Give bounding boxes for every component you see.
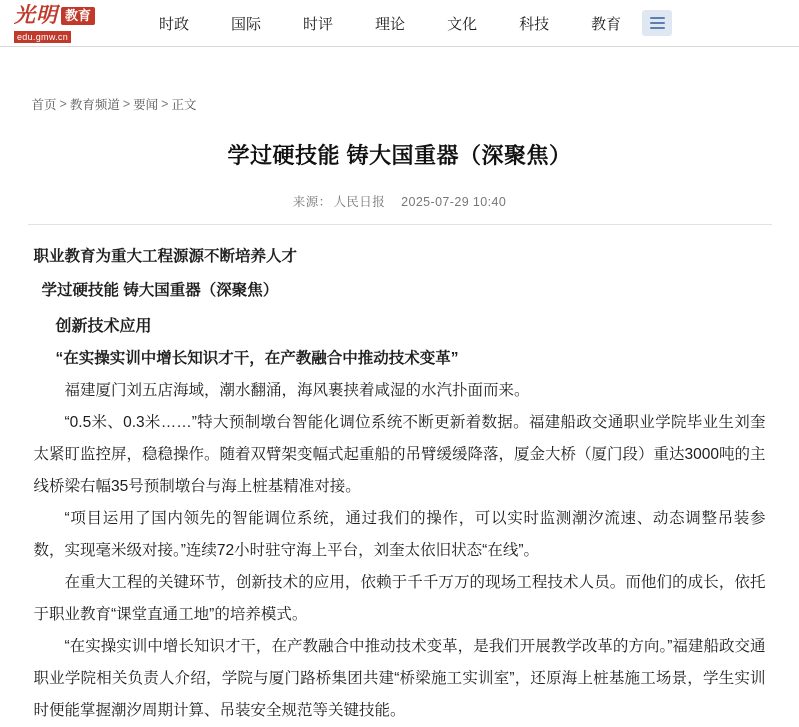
header-divider [28,224,772,225]
source-name: 人民日报 [333,195,386,209]
hamburger-menu-icon[interactable] [642,10,672,36]
nav-item-guoji[interactable]: 国际 [231,15,262,33]
nav-item-wenhua[interactable]: 文化 [447,15,478,33]
nav-item-lilun[interactable]: 理论 [375,15,406,33]
breadcrumb [28,95,772,113]
breadcrumb-separator: > [122,97,131,111]
article-body [28,241,772,727]
main-nav [138,9,642,38]
logo-site-url: edu.gmw.cn [14,31,71,43]
article-paragraph: 福建厦门刘五店海域，潮水翻涌，海风裹挟着咸湿的水汽扑面而来。 [64,382,530,399]
logo-row [14,4,110,28]
nav-item-shizheng[interactable]: 时政 [159,15,190,33]
breadcrumb-separator: > [161,97,169,111]
nav-item-jiaoyu[interactable]: 教育 [591,15,622,33]
breadcrumb-item-headlines[interactable]: 要闻 [133,98,159,112]
page-content [20,95,780,727]
page-title: 学过硬技能 铸大国重器（深聚焦） [227,143,572,168]
article-meta [28,192,772,210]
article-lead-line-1: 职业教育为重大工程源源不断培养人才 [33,248,298,265]
article-lead-line-2: 学过硬技能 铸大国重器（深聚焦） [41,282,279,299]
breadcrumb-separator: > [59,97,67,111]
nav-item-keji[interactable]: 科技 [519,15,550,33]
article-paragraph: “0.5米、0.3米……”特大预制墩台智能化调位系统不断更新着数据。福建船政交通职业学院毕业生刘奎太紧盯监控屏，稳稳操作。随着双臂架变幅式起重船的吊臂缓缓降落，厦金大桥（厦门段）重达3000吨的主线桥梁右幅35号预制墩台与海上桩基精准对接。 [33,414,766,495]
article-subheading: 创新技术应用 [55,318,152,335]
logo-channel-badge: 教育 [61,7,95,25]
site-logo[interactable] [14,4,110,43]
article-quote-heading: “在实操实训中增长知识才干，在产教融合中推动技术变革” [55,350,459,367]
source-label: 来源： [292,195,332,209]
article-paragraph: 在重大工程的关键环节，创新技术的应用，依赖于千千万万的现场工程技术人员。而他们的成长，依托于职业教育“课堂直通工地”的培养模式。 [33,574,766,623]
breadcrumb-item-channel[interactable]: 教育频道 [69,98,120,112]
article-paragraph: “在实操实训中增长知识才干，在产教融合中推动技术变革，是我们开展教学改革的方向。”福建船政交通职业学院相关负责人介绍，学院与厦门路桥集团共建“桥梁施工实训室”，还原海上桩基施工场景，学生实训时便能掌握潮汐周期计算、吊装安全规范等关键技能。 [33,638,766,719]
publish-datetime: 2025-07-29 10:40 [401,195,507,209]
site-header [0,0,799,47]
breadcrumb-item-current: 正文 [171,98,197,112]
article-paragraph: “项目运用了国内领先的智能调位系统，通过我们的操作，可以实时监测潮汐流速、动态调整吊装参数，实现毫米级对接。”连续72小时驻守海上平台，刘奎太依旧状态“在线”。 [33,510,766,559]
nav-item-shiping[interactable]: 时评 [303,15,334,33]
logo-wordmark: 光明 [14,3,58,27]
breadcrumb-item-home[interactable]: 首页 [31,98,57,112]
